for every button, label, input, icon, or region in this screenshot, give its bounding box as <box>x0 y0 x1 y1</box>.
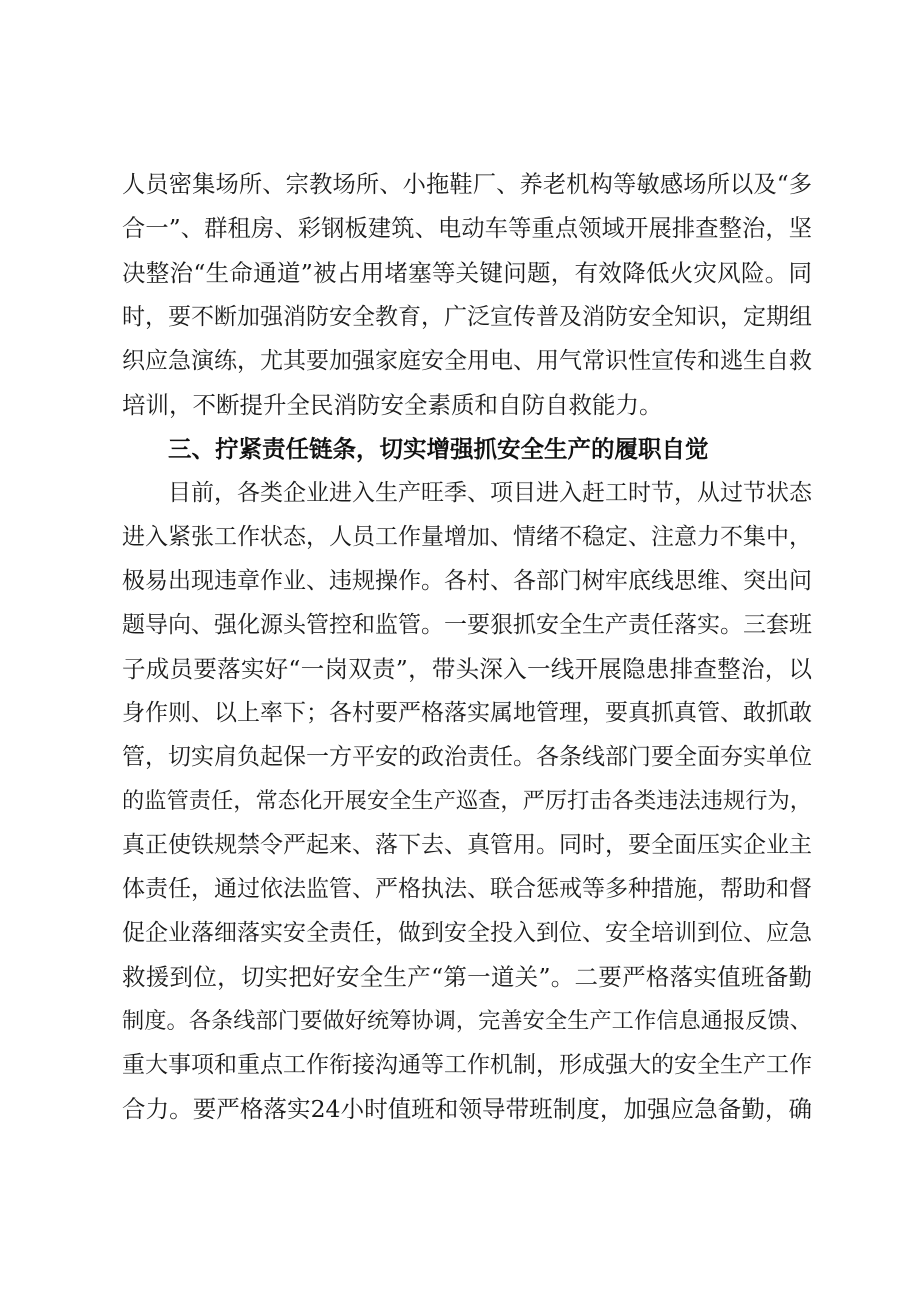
paragraph-1-line-1: 人员密集场所、宗教场所、小拖鞋厂、养老机构等敏感场所以及“多 <box>122 171 812 198</box>
paragraph-2-line-10: 体责任，通过依法监管、严格执法、联合惩戒等多种措施，帮助和督 <box>122 876 812 902</box>
paragraph-2-line-5: 子成员要落实好“一岗双责”，带头深入一线开展隐患排查整治，以 <box>122 655 812 683</box>
paragraph-2-line-15: 合力。要严格落实24小时值班和领导带班制度，加强应急备勤，确 <box>122 1095 812 1123</box>
paragraph-2-line-1: 目前，各类企业进入生产旺季、项目进入赶工时节，从过节状态 <box>168 480 812 506</box>
paragraph-1-line-5: 织应急演练，尤其要加强家庭安全用电、用气常识性宣传和逃生自救 <box>122 348 812 374</box>
paragraph-2-line-13: 制度。各条线部门要做好统筹协调，完善安全生产工作信息通报反馈、 <box>122 1008 812 1034</box>
paragraph-2-line-2: 进入紧张工作状态，人员工作量增加、情绪不稳定、注意力不集中， <box>122 524 812 550</box>
paragraph-1-line-6: 培训，不断提升全民消防安全素质和自防自救能力。 <box>122 391 663 419</box>
paragraph-2-line-7: 管，切实肩负起保一方平安的政治责任。各条线部门要全面夯实单位 <box>122 744 812 770</box>
paragraph-2-line-3: 极易出现违章作业、违规操作。各村、各部门树牢底线思维、突出问 <box>122 568 812 594</box>
paragraph-1-line-2: 合一”、群租房、彩钢板建筑、电动车等重点领域开展排查整治，坚 <box>122 215 812 242</box>
paragraph-2-line-4: 题导向、强化源头管控和监管。一要狠抓安全生产责任落实。三套班 <box>122 612 812 638</box>
paragraph-2-line-12: 救援到位，切实把好安全生产“第一道关”。二要严格落实值班备勤 <box>122 963 812 991</box>
paragraph-1-line-4: 时，要不断加强消防安全教育，广泛宣传普及消防安全知识，定期组 <box>122 304 812 330</box>
section-heading: 三、拧紧责任链条，切实增强抓安全生产的履职自觉 <box>168 435 709 463</box>
paragraph-2-line-11: 促企业落细落实安全责任，做到安全投入到位、安全培训到位、应急 <box>122 920 812 946</box>
paragraph-2-line-6: 身作则、以上率下；各村要严格落实属地管理，要真抓真管、敢抓敢 <box>122 700 812 726</box>
paragraph-2-line-14: 重大事项和重点工作衔接沟通等工作机制，形成强大的安全生产工作 <box>122 1052 812 1078</box>
paragraph-1-line-3: 决整治“生命通道”被占用堵塞等关键问题，有效降低火灾风险。同 <box>122 259 812 287</box>
paragraph-2-line-8: 的监管责任，常态化开展安全生产巡查，严厉打击各类违法违规行为， <box>122 788 812 814</box>
paragraph-2-line-9: 真正使铁规禁令严起来、落下去、真管用。同时，要全面压实企业主 <box>122 832 812 858</box>
